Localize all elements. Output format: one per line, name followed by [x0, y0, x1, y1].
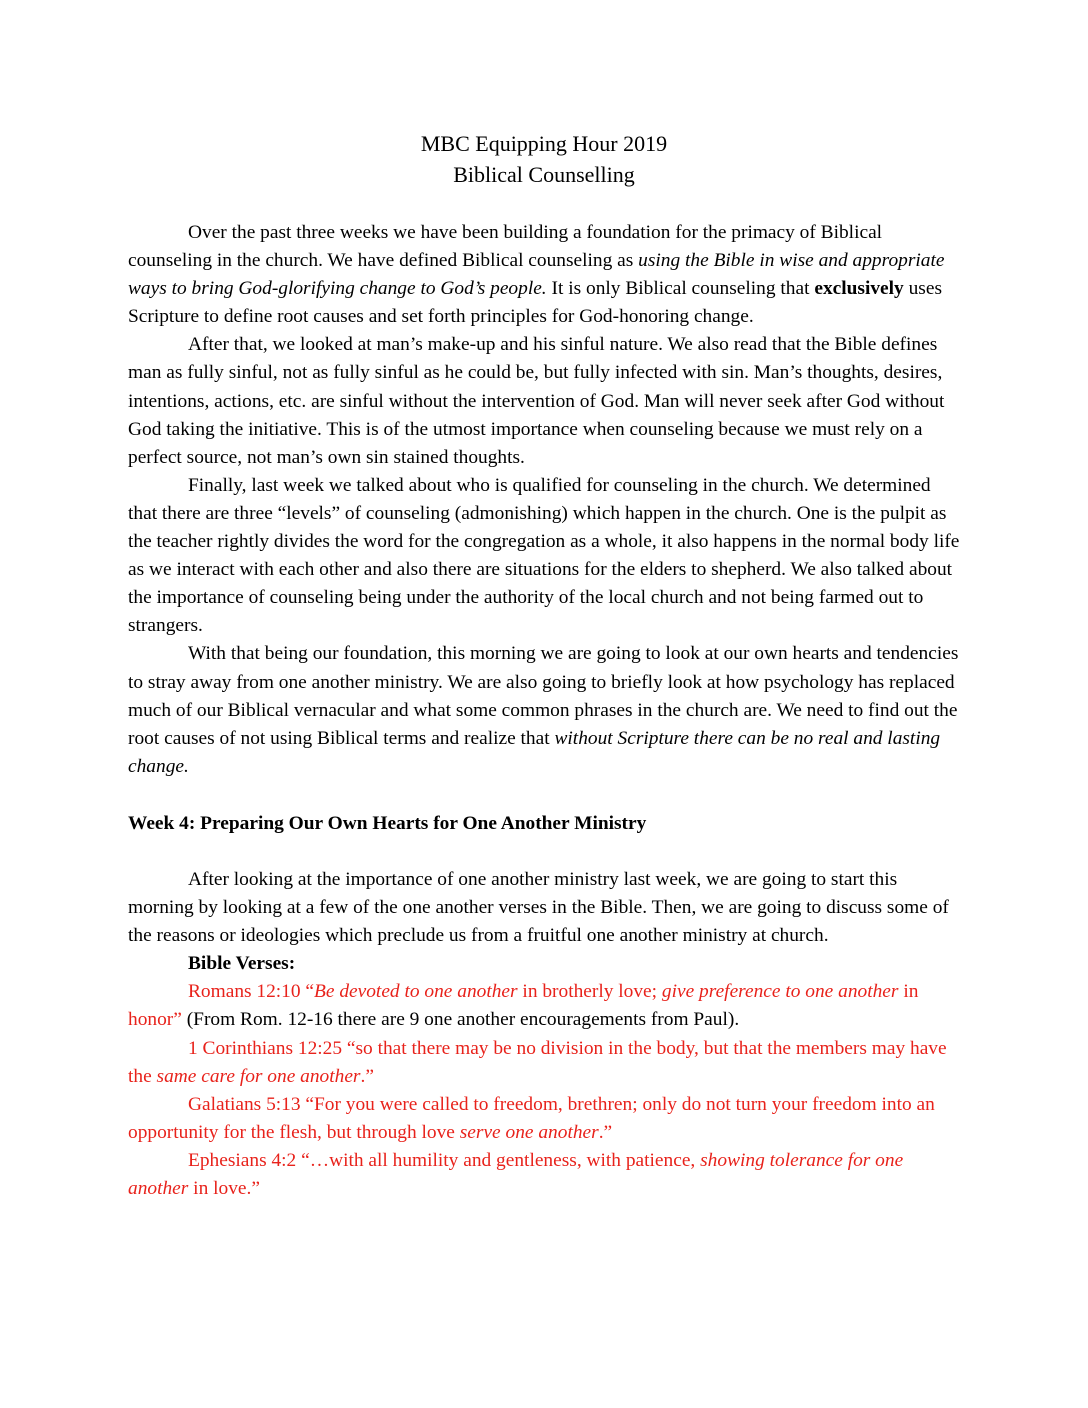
verse-ephesians-italic: showing tolerance for one another [128, 1149, 904, 1199]
verse-romans-italic-3: give preference to one another [661, 981, 899, 1003]
verse-ephesians-text: Ephesians 4:2 “…with all humility and gentleness, with patience, [188, 1149, 701, 1171]
verse-corinthians-end: .” [360, 1065, 374, 1087]
intro-paragraph-4 [128, 640, 960, 780]
intro-p1-text-a: Over the past three weeks we have been building a foundation for the primacy of Biblical counseling in the church. We have defined Biblical counseling as [128, 222, 883, 272]
verse-romans-ref: Romans 12:10 “ [188, 981, 315, 1003]
bible-verses-label: Bible Verses: [188, 953, 296, 975]
verse-ephesians-end: in love.” [188, 1178, 260, 1199]
verse-corinthians-italic: same care for one another [156, 1065, 361, 1087]
intro-p1-text-e: uses Scripture to define root causes and set forth principles for God-honoring change. [128, 278, 942, 328]
verse-corinthians-text: 1 Corinthians 12:25 “so that there may be no division in the body, but that the members may have the [128, 1037, 947, 1087]
verse-galatians-end: .” [598, 1121, 613, 1143]
verse-ephesians [128, 1147, 960, 1203]
section-heading-week4: Week 4: Preparing Our Own Hearts for One Another Ministry [128, 812, 647, 834]
verse-galatians-text: Galatians 5:13 “For you were called to freedom, brethren; only do not turn your freedom into an opportunity for the flesh, but through love [128, 1093, 935, 1143]
document-subtitle: Biblical Counselling [453, 162, 635, 187]
intro-paragraph-1 [128, 219, 960, 331]
verse-romans-text-2: in brotherly love; [517, 981, 662, 1003]
document-page [128, 128, 960, 1203]
verse-romans-note: (From Rom. 12-16 there are 9 one another encouragements from Paul). [181, 1009, 740, 1031]
verse-galatians-italic: serve one another [459, 1121, 599, 1143]
verse-corinthians [128, 1035, 960, 1091]
week4-paragraph-1: After looking at the importance of one another ministry last week, we are going to start this morning by looking at a few of the one another verses in the Bible. Then, we are going to discuss some of the reasons or ideologies which preclude us from a fruitful one another ministry at church. [128, 868, 949, 947]
intro-p1-definition: using the Bible in wise and appropriate ways to bring God-glorifying change to God’s people. [128, 250, 945, 300]
verse-romans-text-4: in honor” [128, 981, 919, 1031]
intro-p4-text-a: With that being our foundation, this morning we are going to look at our own hearts and tendencies to stray away from one another ministry. We are also going to briefly look at how psychology has replaced much of our Biblical vernacular and what some common phrases in the church are. We need to find out the root causes of not using Biblical terms and realize that [128, 643, 959, 749]
title-block [128, 128, 960, 190]
document-title: MBC Equipping Hour 2019 [420, 131, 668, 156]
verse-romans [128, 978, 960, 1034]
intro-paragraph-2: After that, we looked at man’s make-up and his sinful nature. We also read that the Bible defines man as fully sinful, not as fully sinful as he could be, but fully infected with sin. Man’s thoughts, desires, intentions, actions, etc. are sinful without the intervention of God. Man will never seek after God without God taking the initiative. This is of the utmost importance when counseling because we must rely on a perfect source, not man’s own sin stained thoughts. [128, 334, 945, 468]
intro-p1-emphasis: exclusively [814, 278, 904, 300]
intro-p4-conclusion: without Scripture there can be no real and lasting change. [128, 727, 941, 777]
intro-paragraph-3: Finally, last week we talked about who is qualified for counseling in the church. We determined that there are three “levels” of counseling (admonishing) which happen in the church. One is the pulpit as the teacher rightly divides the word for the congregation as a whole, it also happens in the normal body life as we interact with each other and also there are situations for the elders to shepherd. We also talked about the importance of counseling being under the authority of the local church and not being farmed out to strangers. [128, 474, 960, 637]
verse-romans-italic-1: Be devoted to one another [314, 981, 518, 1003]
verse-galatians [128, 1091, 960, 1147]
intro-p1-text-c: It is only Biblical counseling that [546, 278, 815, 300]
